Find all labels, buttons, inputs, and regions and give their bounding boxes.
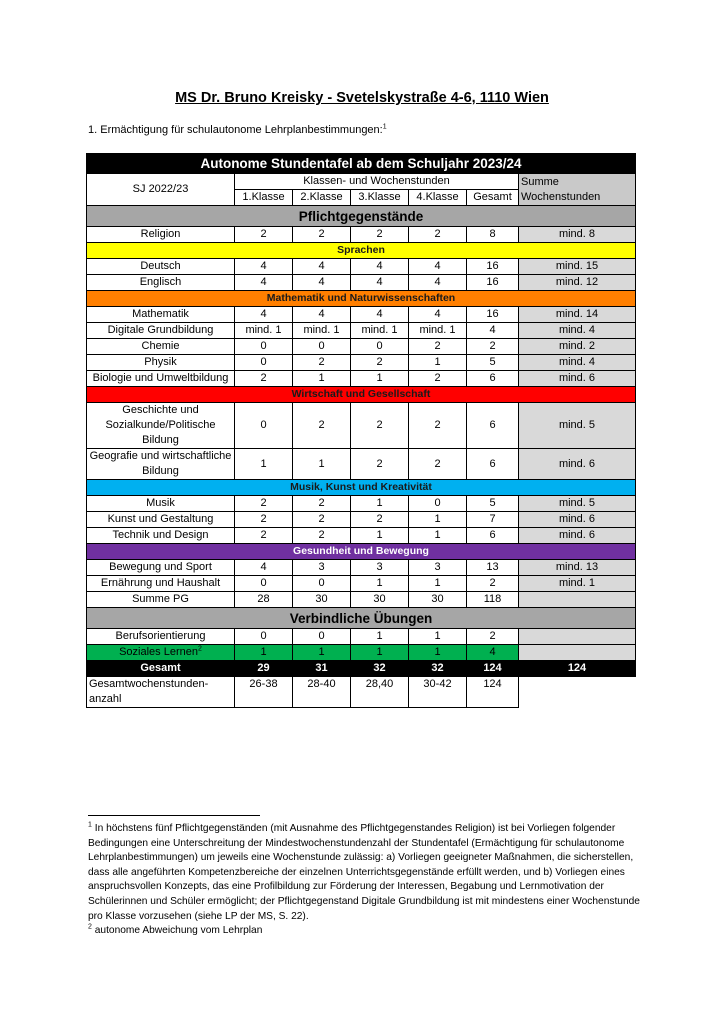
cell: 6 [467, 403, 519, 449]
cell: 4 [467, 645, 519, 661]
sum-cell: mind. 2 [519, 339, 636, 355]
sum-cell: mind. 1 [519, 576, 636, 592]
section-verbindlich: Verbindliche Übungen [87, 608, 636, 629]
table-row [87, 496, 636, 512]
cell: 1 [351, 371, 409, 387]
cell: 0 [293, 576, 351, 592]
table-row [87, 629, 636, 645]
cell: 26-38 [235, 677, 293, 708]
sum-cell: mind. 4 [519, 323, 636, 339]
sum-cell: mind. 12 [519, 275, 636, 291]
cell: 1 [409, 645, 467, 661]
cell: 1 [351, 496, 409, 512]
cell: 1 [409, 528, 467, 544]
cell: 8 [467, 227, 519, 243]
cell: 16 [467, 259, 519, 275]
table-row [87, 259, 636, 275]
footnote-1: $^1$ In höchstens fünf Pflichtgegenständen (mit Ausnahme des Pflichtgegenstandes Religion) ist bei Vorliegen folgender Bedingungen eine Unterschreitung der Mindestwochenstundenzahl der Stundentafel (Ermächtigung für schulautonome Lehrplanbestimmungen) um jeweils eine Wochenstunde zulässig: a) Vorliegen geeigneter Maßnahmen, die sicherstellen, dass alle angeführten Kompetenzbereiche der einzelnen Unterrichtsgegenstände erfüllt werden, und b) Vorliegen eines anspruchsvollen Konzepts, das eine Profilbildung zur Förderung der Interessen, Begabung und Lernmotivation der Schülerinnen und Schüler ermöglicht; der Pflichtgegenstand Digitale Grundbildung ist mit mindestens einer Wochenstunde pro Klasse vorzusehen (siehe LP der MS, S. 22). [88, 821, 640, 922]
cell: 6 [467, 371, 519, 387]
cell: 1 [235, 449, 293, 480]
category-wirtschaft: Wirtschaft und Gesellschaft [87, 387, 636, 403]
soziales-lernen-row [87, 645, 636, 661]
cell: 4 [351, 259, 409, 275]
cell: 2 [235, 371, 293, 387]
cell: 4 [467, 323, 519, 339]
subject-name: Physik [87, 355, 235, 371]
cell: 28 [235, 592, 293, 608]
cell: 1 [235, 645, 293, 661]
cell: 1 [409, 576, 467, 592]
gesamtwochen-row [87, 677, 636, 708]
sum-cell [519, 592, 636, 608]
cell: 30 [293, 592, 351, 608]
sum-cell: mind. 6 [519, 528, 636, 544]
cell: 29 [235, 661, 293, 677]
footnote-2: $^2$ autonome Abweichung vom Lehrplan [88, 923, 263, 937]
cell: 2 [293, 355, 351, 371]
table-row [87, 403, 636, 449]
cell: 2 [235, 496, 293, 512]
summe-header: Summe Wochenstunden [519, 174, 636, 206]
cell: 124 [467, 677, 519, 708]
cell: 32 [351, 661, 409, 677]
subject-name: Ernährung und Haushalt [87, 576, 235, 592]
cell: 4 [235, 307, 293, 323]
col-header: 4.Klasse [409, 190, 467, 206]
cell: 2 [293, 512, 351, 528]
sum-cell: mind. 15 [519, 259, 636, 275]
cell: 2 [409, 227, 467, 243]
cell: 3 [409, 560, 467, 576]
cell: 0 [293, 339, 351, 355]
cell: 4 [235, 275, 293, 291]
cell: 0 [409, 496, 467, 512]
sum-cell: mind. 4 [519, 355, 636, 371]
column-header-row [87, 174, 636, 190]
subject-name: Digitale Grundbildung [87, 323, 235, 339]
sum-cell: mind. 6 [519, 512, 636, 528]
subject-name: Deutsch [87, 259, 235, 275]
cell: 2 [467, 339, 519, 355]
sum-cell [519, 645, 636, 661]
table-row [87, 371, 636, 387]
cell: 16 [467, 275, 519, 291]
cell: 2 [351, 355, 409, 371]
cell: 4 [409, 307, 467, 323]
cell: mind. 1 [293, 323, 351, 339]
subject-name: Gesamt [87, 661, 235, 677]
cell: 2 [351, 449, 409, 480]
cell: 2 [351, 227, 409, 243]
cell: 2 [409, 339, 467, 355]
sum-cell [519, 629, 636, 645]
table-row [87, 576, 636, 592]
table-row [87, 307, 636, 323]
stundentafel-table [86, 153, 636, 708]
subject-name: Chemie [87, 339, 235, 355]
cell: mind. 1 [351, 323, 409, 339]
sum-cell: mind. 6 [519, 449, 636, 480]
cell: 1 [351, 629, 409, 645]
subject-name: Englisch [87, 275, 235, 291]
cell: 2 [467, 576, 519, 592]
col-header: 2.Klasse [293, 190, 351, 206]
sum-cell: mind. 6 [519, 371, 636, 387]
cell: 4 [235, 259, 293, 275]
subject-name: Gesamtwochenstunden-anzahl [87, 677, 235, 708]
cell: 2 [351, 512, 409, 528]
col-header: 1.Klasse [235, 190, 293, 206]
table-row [87, 323, 636, 339]
table-row [87, 339, 636, 355]
table-row [87, 449, 636, 480]
cell: 5 [467, 355, 519, 371]
cell: 2 [467, 629, 519, 645]
sum-cell: mind. 5 [519, 496, 636, 512]
cell: 0 [235, 339, 293, 355]
cell: 4 [351, 307, 409, 323]
category-gesundheit: Gesundheit und Bewegung [87, 544, 636, 560]
cell: 2 [351, 403, 409, 449]
cell: 1 [409, 629, 467, 645]
cell: 118 [467, 592, 519, 608]
summe-pg-row [87, 592, 636, 608]
subject-name: Bewegung und Sport [87, 560, 235, 576]
table-row [87, 355, 636, 371]
cell: 4 [293, 259, 351, 275]
empty-cell [519, 677, 636, 708]
cell: 0 [235, 576, 293, 592]
subject-name: Biologie und Umweltbildung [87, 371, 235, 387]
cell: 4 [235, 560, 293, 576]
sum-cell: mind. 14 [519, 307, 636, 323]
category-musik: Musik, Kunst und Kreativität [87, 480, 636, 496]
cell: 31 [293, 661, 351, 677]
cell: 4 [409, 259, 467, 275]
cell: 16 [467, 307, 519, 323]
cell: 2 [235, 512, 293, 528]
sum-cell: 124 [519, 661, 636, 677]
subject-name: Geografie und wirtschaftliche Bildung [87, 449, 235, 480]
cell: 5 [467, 496, 519, 512]
table-header-row [87, 154, 636, 174]
cell: 0 [351, 339, 409, 355]
table-title: Autonome Stundentafel ab dem Schuljahr 2023/24 [87, 154, 636, 174]
subject-name: Technik und Design [87, 528, 235, 544]
table-row [87, 227, 636, 243]
page-title: MS Dr. Bruno Kreisky - Svetelskystraße 4-6, 1110 Wien [175, 90, 549, 106]
cell: 4 [293, 307, 351, 323]
cell: 2 [293, 227, 351, 243]
sum-cell: mind. 8 [519, 227, 636, 243]
footnotes [88, 822, 648, 939]
subject-name: Mathematik [87, 307, 235, 323]
subject-name: Religion [87, 227, 235, 243]
cell: 2 [409, 403, 467, 449]
cell: 3 [293, 560, 351, 576]
cell: 2 [293, 528, 351, 544]
cell: mind. 1 [409, 323, 467, 339]
cell: 30 [351, 592, 409, 608]
cell: 3 [351, 560, 409, 576]
cell: 32 [409, 661, 467, 677]
cell: 0 [235, 355, 293, 371]
sum-cell: mind. 5 [519, 403, 636, 449]
sum-cell: mind. 13 [519, 560, 636, 576]
cell: 4 [409, 275, 467, 291]
subject-name: Geschichte und Sozialkunde/Politische Bildung [87, 403, 235, 449]
cell: 6 [467, 449, 519, 480]
table-row [87, 560, 636, 576]
category-sprachen: Sprachen [87, 243, 636, 259]
cell: 2 [409, 371, 467, 387]
table-row [87, 528, 636, 544]
cell: 1 [351, 576, 409, 592]
cell: 1 [293, 449, 351, 480]
klassen-header: Klassen- und Wochenstunden [235, 174, 519, 190]
col-header: Gesamt [467, 190, 519, 206]
cell: 0 [293, 629, 351, 645]
subject-name: Musik [87, 496, 235, 512]
cell: 0 [235, 629, 293, 645]
subject-name: Kunst und Gestaltung [87, 512, 235, 528]
category-mathe: Mathematik und Naturwissenschaften [87, 291, 636, 307]
table-row [87, 275, 636, 291]
cell: 124 [467, 661, 519, 677]
cell: 13 [467, 560, 519, 576]
cell: 30-42 [409, 677, 467, 708]
school-year-label: SJ 2022/23 [87, 174, 235, 206]
cell: 2 [293, 496, 351, 512]
cell: 2 [235, 528, 293, 544]
col-header: 3.Klasse [351, 190, 409, 206]
cell: 2 [235, 227, 293, 243]
cell: 28-40 [293, 677, 351, 708]
cell: 1 [409, 512, 467, 528]
subject-name: Summe PG [87, 592, 235, 608]
cell: 28,40 [351, 677, 409, 708]
subject-name: Soziales Lernen$^2$ [87, 645, 235, 661]
cell: 1 [351, 645, 409, 661]
cell: 1 [293, 371, 351, 387]
cell: 1 [351, 528, 409, 544]
subject-name: Berufsorientierung [87, 629, 235, 645]
cell: 30 [409, 592, 467, 608]
cell: 7 [467, 512, 519, 528]
table-row [87, 512, 636, 528]
intro-text: 1. Ermächtigung für schulautonome Lehrplanbestimmungen:$^1$ [88, 123, 387, 136]
cell: 1 [293, 645, 351, 661]
cell: 6 [467, 528, 519, 544]
footnote-divider [88, 815, 260, 816]
cell: 2 [409, 449, 467, 480]
cell: 2 [293, 403, 351, 449]
gesamt-row [87, 661, 636, 677]
cell: mind. 1 [235, 323, 293, 339]
cell: 1 [409, 355, 467, 371]
section-pflicht: Pflichtgegenstände [87, 206, 636, 227]
cell: 4 [293, 275, 351, 291]
cell: 4 [351, 275, 409, 291]
cell: 0 [235, 403, 293, 449]
